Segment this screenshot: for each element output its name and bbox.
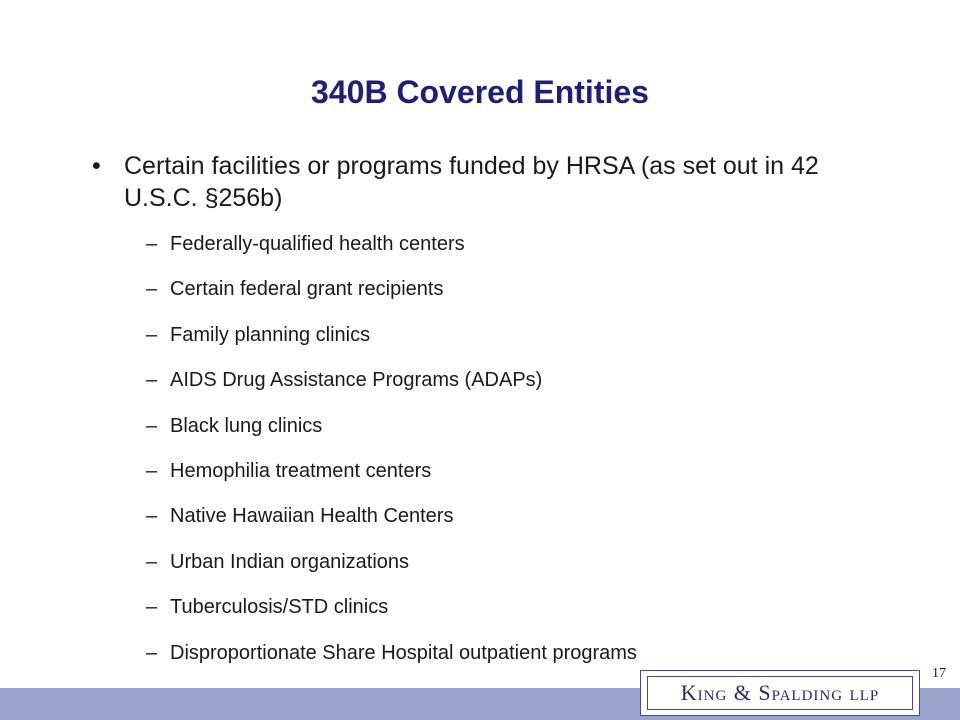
dash-marker: – [146,505,158,528]
list-item-text: Federally-qualified health centers [170,233,465,255]
list-item [146,641,637,686]
list-item-text: Native Hawaiian Health Centers [170,505,454,528]
list-item [146,368,637,413]
list-item [146,277,637,322]
dash-marker: – [146,459,158,482]
sub-list [146,232,637,686]
dash-marker: – [146,550,158,573]
main-bullet [92,150,882,214]
list-item-text: Hemophilia treatment centers [170,459,432,482]
list-item-text: Black lung clinics [170,414,323,437]
main-bullet-text: Certain facilities or programs funded by HRSA (as set out in 42 U.S.C. §256b) [124,152,819,212]
dash-marker: – [146,278,158,301]
list-item-text: AIDS Drug Assistance Programs (ADAPs) [170,369,543,392]
logo-text: King & Spalding llp [647,676,913,710]
list-item-text: Family planning clinics [170,323,371,346]
dash-marker: – [146,596,158,619]
company-logo [640,670,920,716]
list-item [146,550,637,595]
dash-marker: – [146,641,158,664]
list-item-text: Urban Indian organizations [170,550,410,573]
list-item-text: Certain federal grant recipients [170,278,444,301]
list-item [146,323,637,368]
list-item [146,504,637,549]
dash-marker: – [146,414,158,437]
dash-marker: – [146,233,158,255]
list-item [146,459,637,504]
bullet-dot: • [92,152,101,180]
dash-marker: – [146,323,158,346]
list-item [146,414,637,459]
slide-title: 340B Covered Entities [311,74,649,110]
list-item-text: Tuberculosis/STD clinics [170,596,389,619]
list-item-text: Disproportionate Share Hospital outpatient programs [170,641,637,664]
list-item [146,232,637,277]
list-item [146,595,637,640]
dash-marker: – [146,369,158,392]
page-number: 17 [932,666,946,681]
